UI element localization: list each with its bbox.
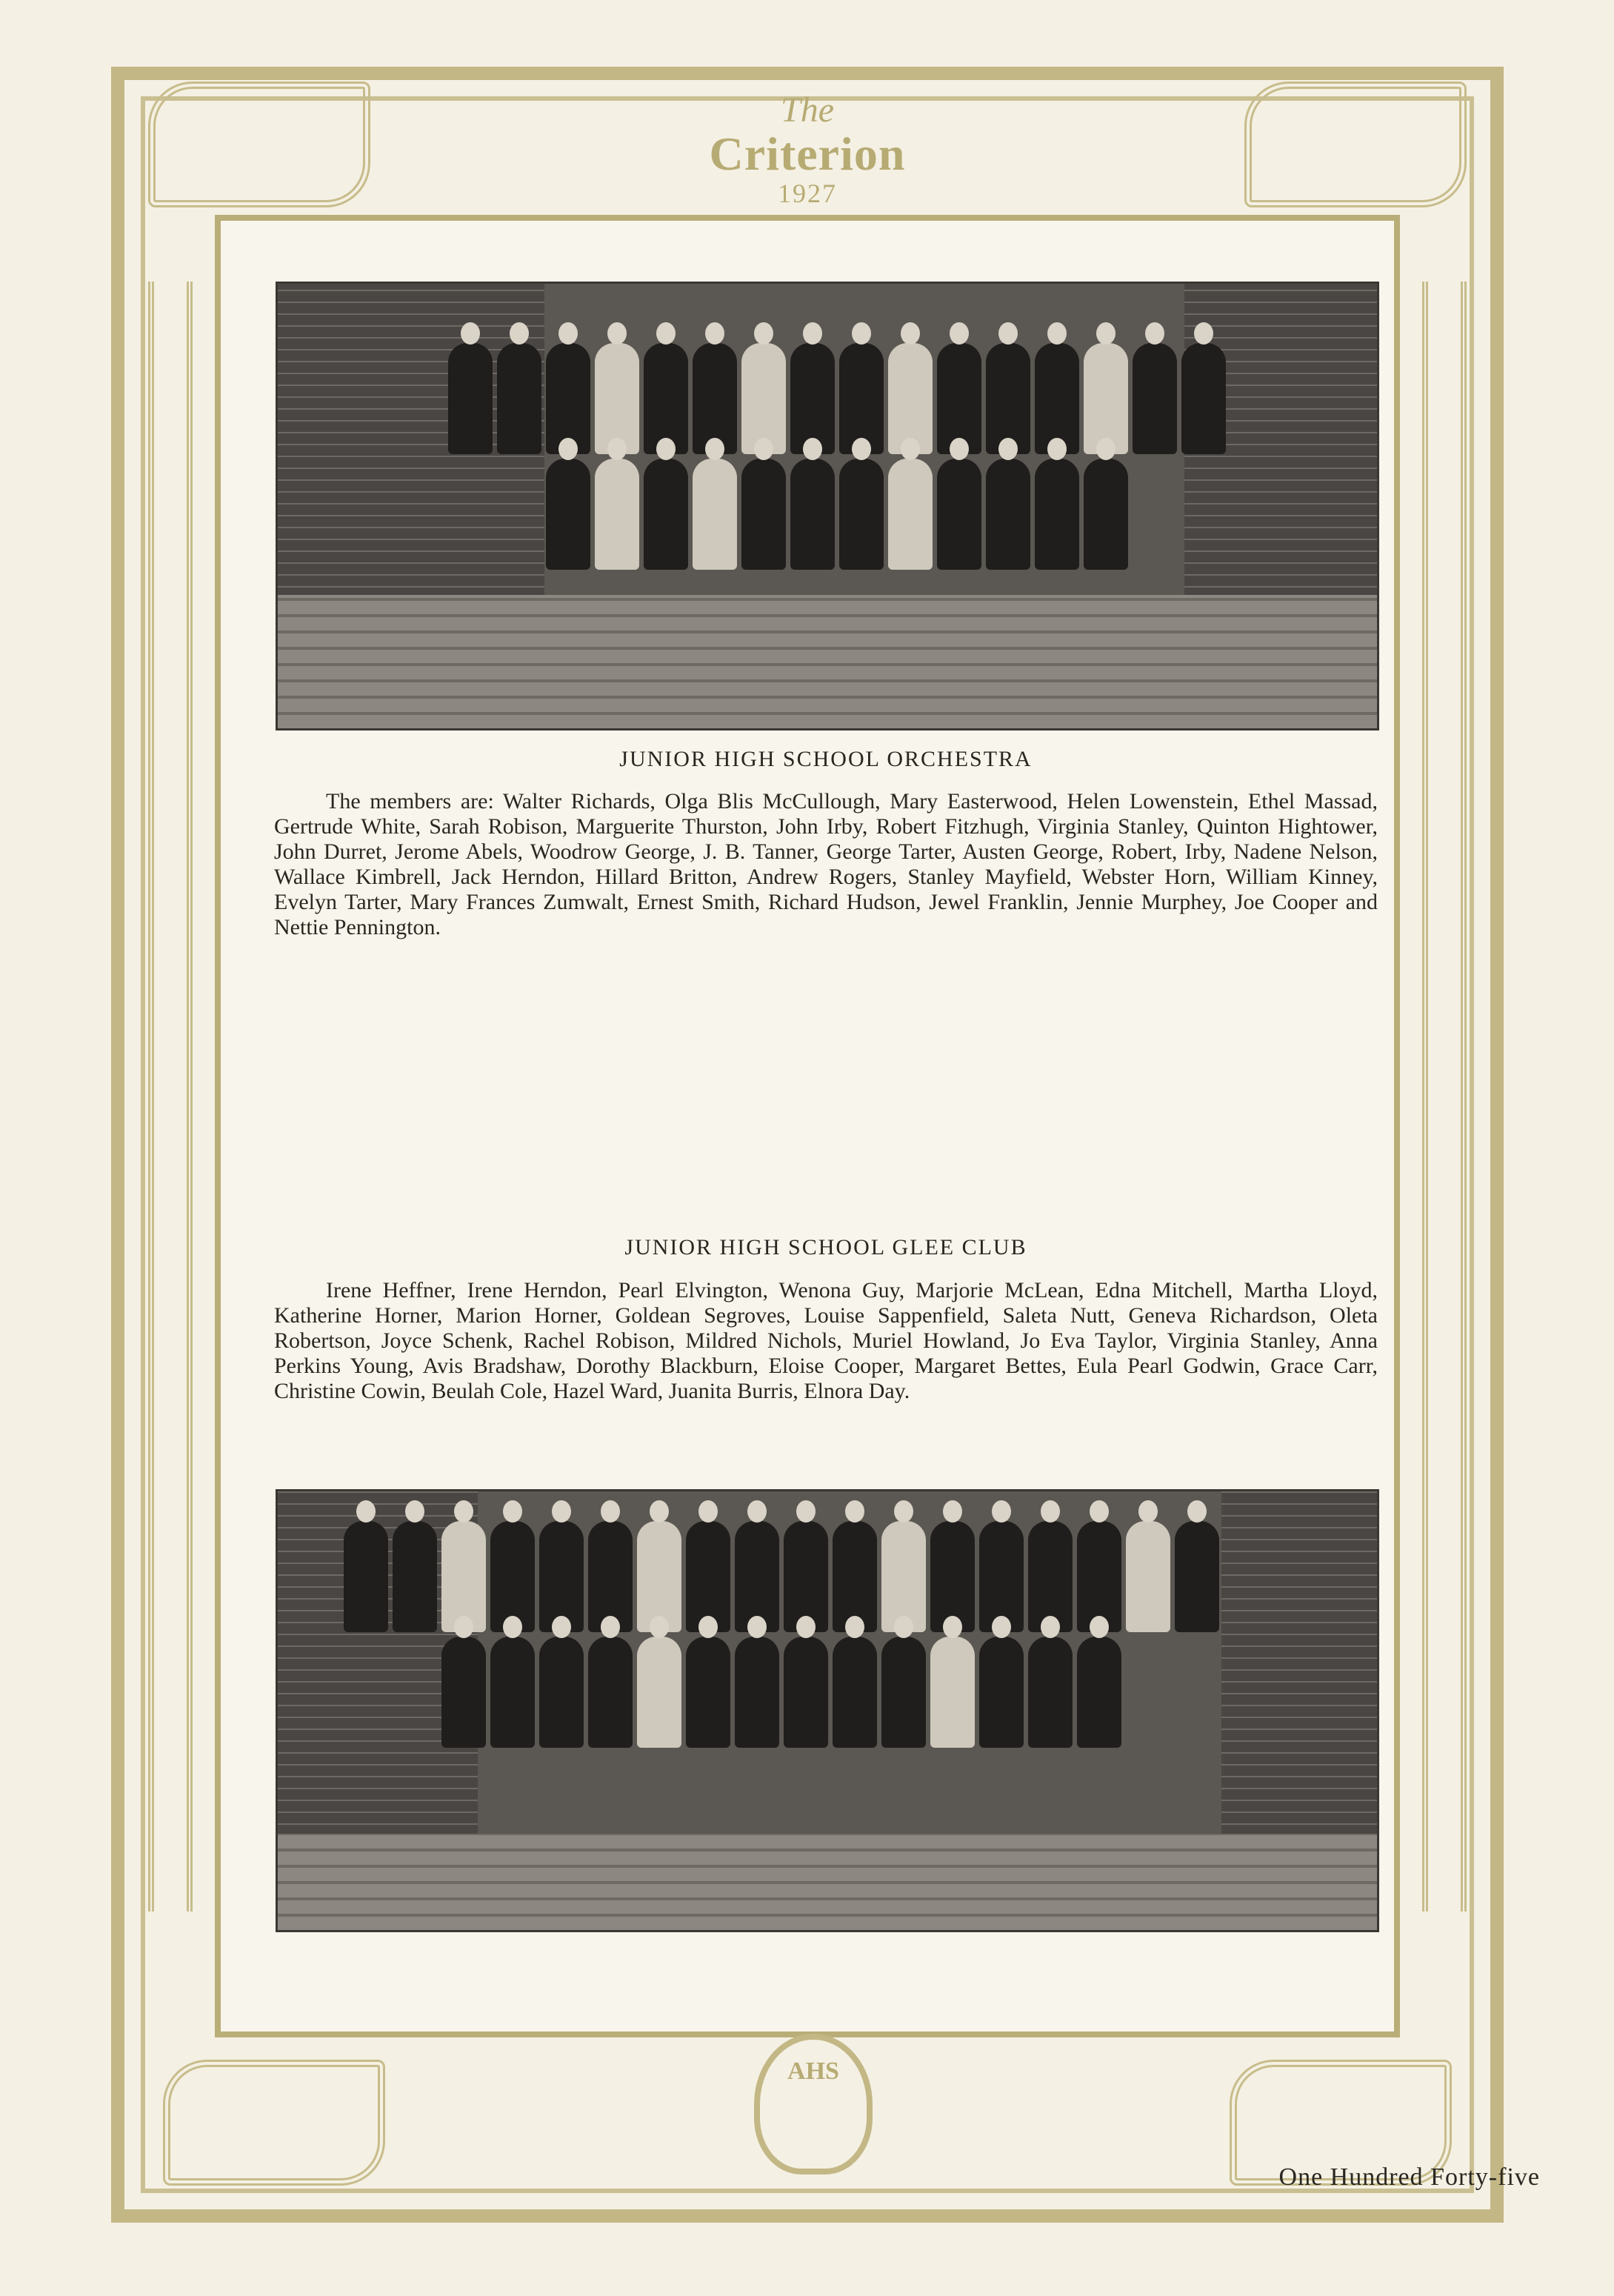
person-figure bbox=[393, 1521, 437, 1632]
person-figure bbox=[686, 1637, 730, 1748]
seal-text: AHS bbox=[787, 2057, 839, 2085]
glee-club-members-paragraph: Irene Heffner, Irene Herndon, Pearl Elvington, Wenona Guy, Marjorie McLean, Edna Mitchell, Martha Lloyd, Katherine Horner, Marion Horner, Goldean Segroves, Louise Sappenfield, Saleta Nutt, Geneva Richardson, Oleta Robertson, Joyce Schenk, Rachel Robison, Mildred Nichols, Muriel Howland, Jo Eva Taylor, Virginia Stanley, Anna Perkins Young, Avis Bradshaw, Dorothy Blackburn, Eloise Cooper, Margaret Bettes, Eula Pearl Godwin, Grace Carr, Christine Cowin, Beulah Cole, Hazel Ward, Juanita Burris, Elnora Day. bbox=[274, 1278, 1378, 1403]
school-seal bbox=[754, 2034, 873, 2174]
person-figure bbox=[546, 459, 590, 570]
person-figure bbox=[930, 1637, 975, 1748]
person-figure bbox=[1084, 459, 1128, 570]
photo-steps bbox=[278, 595, 1377, 728]
person-figure bbox=[637, 1637, 681, 1748]
person-figure bbox=[693, 459, 737, 570]
person-figure bbox=[1175, 1521, 1219, 1632]
masthead bbox=[659, 90, 956, 209]
person-figure bbox=[539, 1637, 584, 1748]
person-figure bbox=[1133, 343, 1177, 454]
ornament-bottom-left bbox=[163, 2060, 385, 2186]
page-number: One Hundred Forty-five bbox=[1278, 2163, 1540, 2191]
person-figure bbox=[644, 459, 688, 570]
person-figure bbox=[741, 459, 786, 570]
photo-steps bbox=[278, 1834, 1377, 1930]
person-figure bbox=[1126, 1521, 1170, 1632]
person-figure bbox=[833, 1637, 877, 1748]
ornament-top-right bbox=[1244, 81, 1467, 207]
ornament-right-column bbox=[1422, 282, 1467, 1911]
glee-club-heading: JUNIOR HIGH SCHOOL GLEE CLUB bbox=[624, 1235, 1027, 1260]
masthead-title: Criterion bbox=[709, 127, 906, 180]
ornament-top-left bbox=[148, 81, 370, 207]
person-figure bbox=[497, 343, 541, 454]
person-figure bbox=[595, 459, 639, 570]
person-figure bbox=[888, 459, 933, 570]
glee-club-photo bbox=[276, 1489, 1379, 1932]
orchestra-members-paragraph: The members are: Walter Richards, Olga Blis McCullough, Mary Easterwood, Helen Lowenstein, Ethel Massad, Gertrude White, Sarah Robison, Marguerite Thurston, John Irby, Robert Fitzhugh, Virginia Stanley, Quinton Hightower, John Durret, Jerome Abels, Woodrow George, J. B. Tanner, George Tarter, Austen George, Robert, Irby, Nadene Nelson, Wallace Kimbrell, Jack Herndon, Hillard Britton, Andrew Rogers, Stanley Mayfield, Webster Horn, William Kinney, Evelyn Tarter, Mary Frances Zumwalt, Ernest Smith, Richard Hudson, Jewel Franklin, Jennie Murphey, Joe Cooper and Nettie Pennington. bbox=[274, 789, 1378, 939]
ornament-left-column bbox=[148, 282, 193, 1911]
person-figure bbox=[588, 1637, 633, 1748]
person-figure bbox=[790, 459, 835, 570]
person-figure bbox=[986, 459, 1030, 570]
person-figure bbox=[1077, 1637, 1121, 1748]
glee-club-group bbox=[337, 1521, 1226, 1748]
orchestra-photo bbox=[276, 282, 1379, 731]
person-figure bbox=[490, 1637, 535, 1748]
orchestra-heading: JUNIOR HIGH SCHOOL ORCHESTRA bbox=[619, 747, 1033, 771]
person-figure bbox=[937, 459, 981, 570]
person-figure bbox=[1035, 459, 1079, 570]
masthead-year: 1927 bbox=[778, 179, 837, 209]
masthead-the: The bbox=[781, 90, 834, 130]
orchestra-group bbox=[448, 343, 1226, 570]
person-figure bbox=[881, 1637, 926, 1748]
person-figure bbox=[441, 1637, 486, 1748]
person-figure bbox=[735, 1637, 779, 1748]
person-figure bbox=[979, 1637, 1024, 1748]
person-figure bbox=[784, 1637, 828, 1748]
person-figure bbox=[344, 1521, 388, 1632]
person-figure bbox=[1181, 343, 1226, 454]
person-figure bbox=[1028, 1637, 1073, 1748]
person-figure bbox=[448, 343, 493, 454]
person-figure bbox=[839, 459, 884, 570]
